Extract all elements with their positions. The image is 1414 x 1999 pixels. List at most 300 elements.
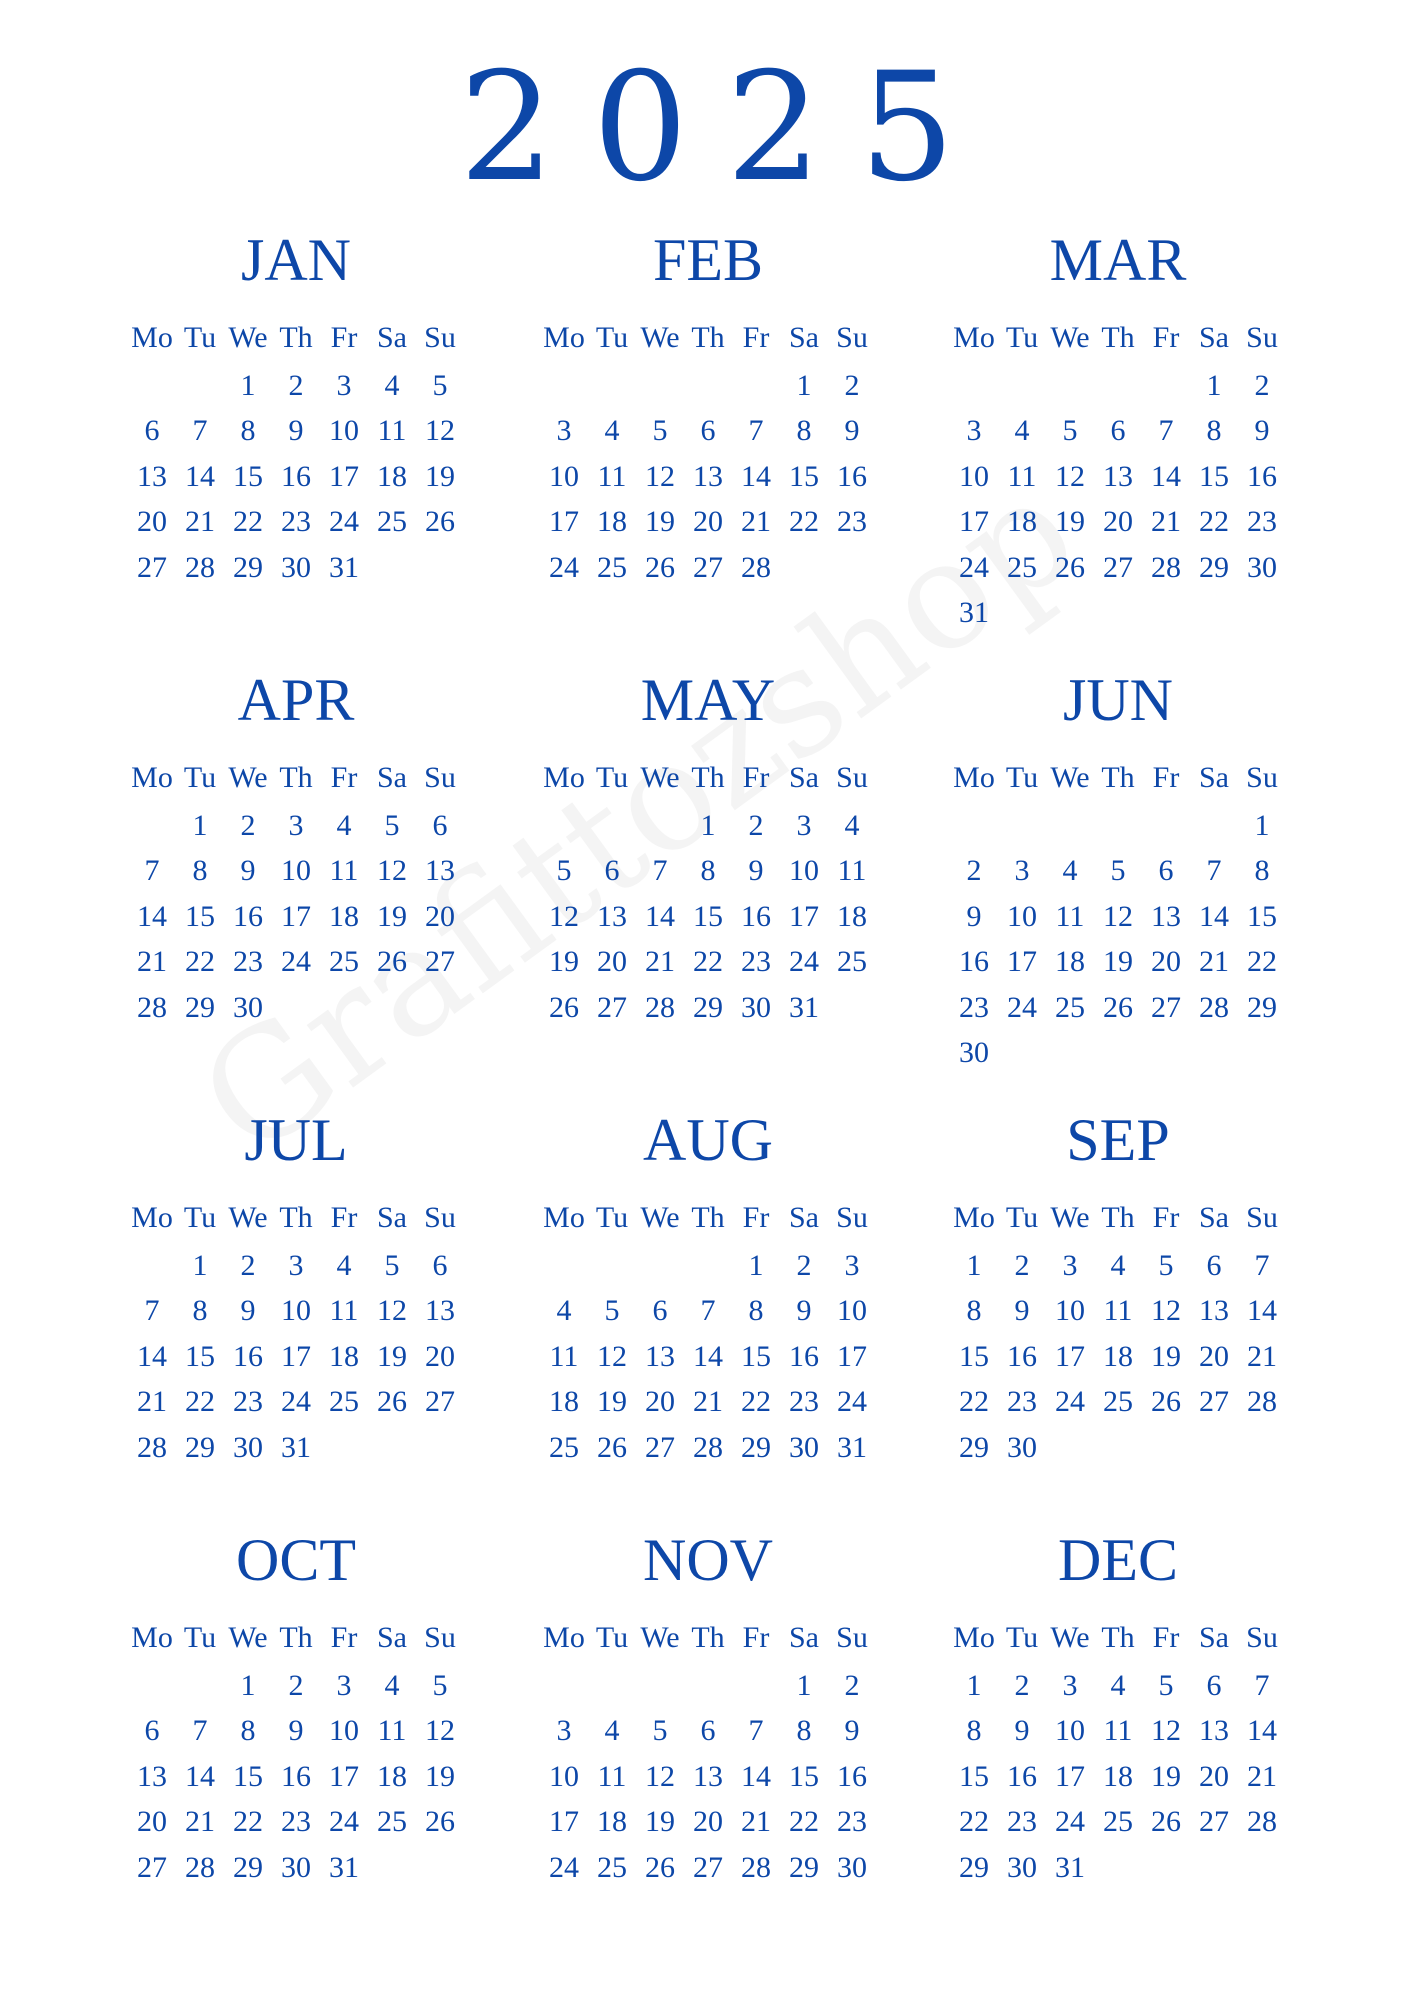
day-cell: 20 [425, 899, 455, 933]
day-cell: 7 [748, 414, 764, 448]
day-cell: 3 [556, 1714, 572, 1748]
week-row [128, 1334, 474, 1380]
weekday-label: Th [279, 1201, 313, 1234]
weekday-label: Mo [953, 1621, 995, 1654]
day-cell: 16 [281, 459, 311, 493]
day-cell: 20 [597, 945, 627, 979]
day-cell: 5 [432, 368, 448, 402]
weekday-label: Su [424, 761, 456, 794]
weekday-label: Mo [953, 321, 995, 354]
day-cell: 11 [597, 1759, 627, 1793]
day-cell: 19 [1151, 1759, 1181, 1793]
day-cell: 26 [425, 505, 455, 539]
day-cell: 19 [425, 1759, 455, 1793]
weekday-label: Mo [953, 1201, 995, 1234]
weekday-label: Fr [330, 1201, 358, 1234]
day-cell: 29 [789, 1850, 819, 1884]
weekday-label: Th [279, 761, 313, 794]
day-cell: 5 [1062, 414, 1078, 448]
week-row [540, 1800, 886, 1846]
day-cell: 9 [1254, 414, 1270, 448]
weekday-label: Fr [742, 1201, 770, 1234]
day-cell: 25 [597, 1850, 627, 1884]
day-cell: 18 [377, 1759, 407, 1793]
day-cell: 25 [329, 1385, 359, 1419]
year-title: 2025 [459, 41, 993, 215]
weekday-label: Sa [789, 1201, 819, 1234]
week-row [128, 1845, 474, 1891]
day-cell: 7 [748, 1714, 764, 1748]
day-cell: 15 [185, 1339, 215, 1373]
weekday-label: Sa [377, 1621, 407, 1654]
day-cell: 8 [748, 1294, 764, 1328]
week-row [128, 1709, 474, 1755]
weekday-label: Mo [131, 761, 173, 794]
day-cell: 2 [844, 368, 860, 402]
day-cell: 13 [1199, 1714, 1229, 1748]
weekday-header [540, 1193, 886, 1243]
day-cell: 21 [1151, 505, 1181, 539]
day-cell: 28 [1151, 550, 1181, 584]
weekday-label: Th [279, 321, 313, 354]
day-cell: 1 [700, 808, 716, 842]
day-cell: 26 [1055, 550, 1085, 584]
day-cell: 15 [1199, 459, 1229, 493]
day-cell: 14 [137, 899, 167, 933]
day-cell: 21 [185, 1805, 215, 1839]
day-cell: 1 [966, 1248, 982, 1282]
day-cell: 7 [1254, 1248, 1270, 1282]
day-cell: 9 [1014, 1294, 1030, 1328]
week-row [128, 500, 474, 546]
day-cell: 4 [844, 808, 860, 842]
day-cell: 10 [1055, 1294, 1085, 1328]
month-name: APR [237, 667, 355, 733]
day-cell: 10 [789, 854, 819, 888]
day-cell: 6 [432, 808, 448, 842]
weekday-label: Fr [1152, 321, 1180, 354]
day-cell: 31 [959, 596, 989, 630]
week-row [128, 409, 474, 455]
day-cell: 18 [1055, 945, 1085, 979]
day-cell: 26 [1103, 990, 1133, 1024]
day-cell: 21 [1247, 1339, 1277, 1373]
week-row [128, 985, 474, 1031]
week-row [540, 1709, 886, 1755]
weekday-label: Mo [543, 1201, 585, 1234]
day-cell: 5 [1158, 1248, 1174, 1282]
day-cell: 24 [1007, 990, 1037, 1024]
weekday-label: Fr [330, 761, 358, 794]
day-cell: 25 [1055, 990, 1085, 1024]
day-cell: 19 [1151, 1339, 1181, 1373]
day-cell: 26 [377, 945, 407, 979]
day-cell: 13 [645, 1339, 675, 1373]
day-cell: 29 [185, 990, 215, 1024]
day-cell: 24 [329, 505, 359, 539]
day-cell: 21 [645, 945, 675, 979]
day-cell: 6 [604, 854, 620, 888]
weekday-label: Mo [131, 1201, 173, 1234]
weekday-label: Tu [595, 1621, 629, 1654]
day-cell: 9 [288, 414, 304, 448]
day-cell: 26 [597, 1430, 627, 1464]
weekday-label: Su [1246, 1201, 1278, 1234]
week-row [540, 1243, 886, 1289]
day-cell: 16 [281, 1759, 311, 1793]
day-cell: 2 [844, 1668, 860, 1702]
day-cell: 8 [240, 1714, 256, 1748]
day-cell: 23 [837, 505, 867, 539]
day-cell: 24 [837, 1385, 867, 1419]
day-cell: 4 [1110, 1248, 1126, 1282]
weekday-label: Su [424, 1621, 456, 1654]
weekday-label: Su [424, 1201, 456, 1234]
day-cell: 12 [425, 414, 455, 448]
day-cell: 21 [1199, 945, 1229, 979]
weekday-label: We [640, 1201, 680, 1234]
weekday-header [950, 1193, 1296, 1243]
day-cell: 5 [652, 1714, 668, 1748]
day-cell: 6 [1110, 414, 1126, 448]
day-cell: 20 [1199, 1759, 1229, 1793]
day-cell: 22 [185, 1385, 215, 1419]
week-row [128, 849, 474, 895]
day-cell: 26 [377, 1385, 407, 1419]
day-cell: 4 [1014, 414, 1030, 448]
month-name: JUL [244, 1107, 348, 1173]
day-cell: 14 [1199, 899, 1229, 933]
day-cell: 18 [597, 1805, 627, 1839]
week-row [950, 803, 1296, 849]
day-cell: 3 [556, 414, 572, 448]
day-cell: 16 [789, 1339, 819, 1373]
day-cell: 27 [137, 550, 167, 584]
day-cell: 6 [700, 414, 716, 448]
day-cell: 23 [281, 1805, 311, 1839]
day-cell: 16 [1007, 1339, 1037, 1373]
day-cell: 4 [336, 1248, 352, 1282]
day-cell: 18 [1103, 1339, 1133, 1373]
day-cell: 8 [240, 414, 256, 448]
day-cell: 6 [144, 414, 160, 448]
day-cell: 19 [597, 1385, 627, 1419]
day-cell: 11 [549, 1339, 579, 1373]
day-cell: 25 [1103, 1805, 1133, 1839]
day-cell: 26 [645, 1850, 675, 1884]
day-cell: 5 [604, 1294, 620, 1328]
day-cell: 2 [1014, 1248, 1030, 1282]
day-cell: 6 [1206, 1248, 1222, 1282]
day-cell: 10 [1055, 1714, 1085, 1748]
day-cell: 27 [1151, 990, 1181, 1024]
day-cell: 13 [1151, 899, 1181, 933]
week-row [950, 1380, 1296, 1426]
day-cell: 5 [652, 414, 668, 448]
day-cell: 12 [645, 459, 675, 493]
day-cell: 22 [693, 945, 723, 979]
day-cell: 8 [1206, 414, 1222, 448]
day-cell: 4 [384, 368, 400, 402]
weekday-label: Su [836, 321, 868, 354]
weekday-label: Fr [1152, 1201, 1180, 1234]
month-jul [118, 1105, 474, 1471]
day-cell: 25 [329, 945, 359, 979]
weekday-label: Th [691, 321, 725, 354]
day-cell: 9 [240, 1294, 256, 1328]
weekday-label: Tu [595, 761, 629, 794]
day-cell: 7 [1206, 854, 1222, 888]
weekday-label: We [228, 1201, 268, 1234]
day-cell: 22 [741, 1385, 771, 1419]
day-cell: 23 [959, 990, 989, 1024]
day-cell: 27 [645, 1430, 675, 1464]
weekday-label: Th [1101, 1621, 1135, 1654]
day-cell: 24 [549, 1850, 579, 1884]
weekday-label: Su [836, 761, 868, 794]
week-row [128, 940, 474, 986]
weekday-header [540, 753, 886, 803]
day-cell: 1 [796, 368, 812, 402]
day-cell: 12 [1103, 899, 1133, 933]
day-cell: 28 [693, 1430, 723, 1464]
day-cell: 21 [693, 1385, 723, 1419]
weekday-label: We [640, 761, 680, 794]
day-cell: 4 [336, 808, 352, 842]
day-cell: 18 [1007, 505, 1037, 539]
day-cell: 14 [693, 1339, 723, 1373]
day-cell: 10 [281, 854, 311, 888]
day-cell: 11 [329, 854, 359, 888]
day-cell: 17 [1055, 1759, 1085, 1793]
month-name: MAR [1049, 227, 1187, 293]
day-cell: 29 [1199, 550, 1229, 584]
day-cell: 28 [645, 990, 675, 1024]
day-cell: 6 [144, 1714, 160, 1748]
day-cell: 23 [233, 1385, 263, 1419]
day-cell: 31 [281, 1430, 311, 1464]
day-cell: 4 [604, 414, 620, 448]
day-cell: 22 [789, 505, 819, 539]
day-cell: 12 [1151, 1294, 1181, 1328]
week-row [540, 894, 886, 940]
day-cell: 10 [281, 1294, 311, 1328]
day-cell: 3 [288, 1248, 304, 1282]
week-row [128, 894, 474, 940]
day-cell: 7 [192, 414, 208, 448]
day-cell: 13 [693, 459, 723, 493]
day-cell: 29 [741, 1430, 771, 1464]
day-cell: 2 [240, 808, 256, 842]
week-row [540, 409, 886, 455]
week-row [950, 500, 1296, 546]
day-cell: 17 [1007, 945, 1037, 979]
day-cell: 30 [281, 1850, 311, 1884]
day-cell: 1 [966, 1668, 982, 1702]
day-cell: 6 [1206, 1668, 1222, 1702]
weekday-label: Sa [789, 1621, 819, 1654]
week-row [540, 803, 886, 849]
week-row [128, 803, 474, 849]
day-cell: 10 [1007, 899, 1037, 933]
day-cell: 25 [377, 505, 407, 539]
weekday-label: Tu [183, 1621, 217, 1654]
day-cell: 17 [549, 1805, 579, 1839]
day-cell: 31 [837, 1430, 867, 1464]
week-row [950, 894, 1296, 940]
day-cell: 23 [1247, 505, 1277, 539]
day-cell: 3 [336, 1668, 352, 1702]
weekday-header [950, 313, 1296, 363]
weekday-label: We [228, 321, 268, 354]
weekday-header [128, 1613, 474, 1663]
day-cell: 7 [1254, 1668, 1270, 1702]
weekday-label: Sa [377, 321, 407, 354]
day-cell: 30 [1007, 1850, 1037, 1884]
day-cell: 16 [1007, 1759, 1037, 1793]
day-cell: 2 [1014, 1668, 1030, 1702]
month-may [530, 665, 886, 1031]
day-cell: 12 [645, 1759, 675, 1793]
day-cell: 10 [837, 1294, 867, 1328]
day-cell: 8 [966, 1714, 982, 1748]
day-cell: 21 [185, 505, 215, 539]
weekday-label: Tu [595, 321, 629, 354]
weekday-label: We [1050, 761, 1090, 794]
day-cell: 23 [789, 1385, 819, 1419]
day-cell: 19 [1055, 505, 1085, 539]
day-cell: 30 [1007, 1430, 1037, 1464]
day-cell: 20 [693, 505, 723, 539]
day-cell: 22 [1199, 505, 1229, 539]
day-cell: 3 [966, 414, 982, 448]
day-cell: 12 [425, 1714, 455, 1748]
day-cell: 8 [1254, 854, 1270, 888]
week-row [950, 849, 1296, 895]
day-cell: 15 [1247, 899, 1277, 933]
week-row [950, 985, 1296, 1031]
day-cell: 14 [137, 1339, 167, 1373]
day-cell: 18 [329, 899, 359, 933]
day-cell: 28 [185, 550, 215, 584]
day-cell: 5 [556, 854, 572, 888]
week-row [540, 545, 886, 591]
week-row [540, 1754, 886, 1800]
week-row [128, 1425, 474, 1471]
week-row [128, 1754, 474, 1800]
day-cell: 7 [144, 854, 160, 888]
month-mar [940, 225, 1296, 636]
weekday-label: Su [836, 1201, 868, 1234]
day-cell: 15 [789, 1759, 819, 1793]
week-row [128, 363, 474, 409]
weekday-label: Mo [543, 1621, 585, 1654]
day-cell: 26 [1151, 1385, 1181, 1419]
week-row [128, 1380, 474, 1426]
day-cell: 27 [1199, 1385, 1229, 1419]
weekday-header [128, 313, 474, 363]
day-cell: 22 [1247, 945, 1277, 979]
day-cell: 10 [549, 1759, 579, 1793]
weekday-label: Su [1246, 761, 1278, 794]
day-cell: 21 [741, 1805, 771, 1839]
week-row [950, 454, 1296, 500]
day-cell: 13 [137, 1759, 167, 1793]
week-row [540, 1425, 886, 1471]
day-cell: 12 [597, 1339, 627, 1373]
day-cell: 26 [549, 990, 579, 1024]
day-cell: 9 [240, 854, 256, 888]
day-cell: 21 [741, 505, 771, 539]
day-cell: 24 [1055, 1805, 1085, 1839]
day-cell: 20 [1103, 505, 1133, 539]
month-name: AUG [643, 1107, 773, 1173]
day-cell: 12 [1055, 459, 1085, 493]
day-cell: 4 [1110, 1668, 1126, 1702]
month-nov [530, 1525, 886, 1891]
weekday-label: Mo [543, 321, 585, 354]
day-cell: 13 [1199, 1294, 1229, 1328]
day-cell: 7 [192, 1714, 208, 1748]
day-cell: 17 [959, 505, 989, 539]
weekday-label: Sa [1199, 1621, 1229, 1654]
day-cell: 13 [137, 459, 167, 493]
day-cell: 19 [425, 459, 455, 493]
month-name: OCT [236, 1527, 356, 1593]
day-cell: 20 [693, 1805, 723, 1839]
day-cell: 11 [1103, 1294, 1133, 1328]
day-cell: 2 [748, 808, 764, 842]
day-cell: 18 [1103, 1759, 1133, 1793]
weekday-label: Th [1101, 321, 1135, 354]
day-cell: 23 [233, 945, 263, 979]
day-cell: 5 [432, 1668, 448, 1702]
day-cell: 15 [233, 459, 263, 493]
week-row [540, 940, 886, 986]
day-cell: 17 [789, 899, 819, 933]
week-row [540, 1334, 886, 1380]
month-feb [530, 225, 886, 591]
day-cell: 18 [377, 459, 407, 493]
weekday-label: Fr [742, 1621, 770, 1654]
day-cell: 24 [1055, 1385, 1085, 1419]
weekday-header [950, 753, 1296, 803]
week-row [128, 545, 474, 591]
day-cell: 6 [432, 1248, 448, 1282]
weekday-label: Mo [953, 761, 995, 794]
day-cell: 23 [281, 505, 311, 539]
day-cell: 5 [384, 808, 400, 842]
day-cell: 16 [837, 459, 867, 493]
weekday-label: Sa [377, 1201, 407, 1234]
day-cell: 11 [1007, 459, 1037, 493]
week-row [950, 591, 1296, 637]
day-cell: 1 [1254, 808, 1270, 842]
day-cell: 7 [652, 854, 668, 888]
week-row [540, 1380, 886, 1426]
day-cell: 10 [329, 414, 359, 448]
day-cell: 13 [597, 899, 627, 933]
day-cell: 2 [966, 854, 982, 888]
weekday-label: Fr [330, 321, 358, 354]
month-name: JAN [240, 227, 351, 293]
day-cell: 7 [144, 1294, 160, 1328]
weekday-header [540, 313, 886, 363]
week-row [950, 1800, 1296, 1846]
month-sep [940, 1105, 1296, 1471]
day-cell: 15 [959, 1759, 989, 1793]
day-cell: 1 [748, 1248, 764, 1282]
